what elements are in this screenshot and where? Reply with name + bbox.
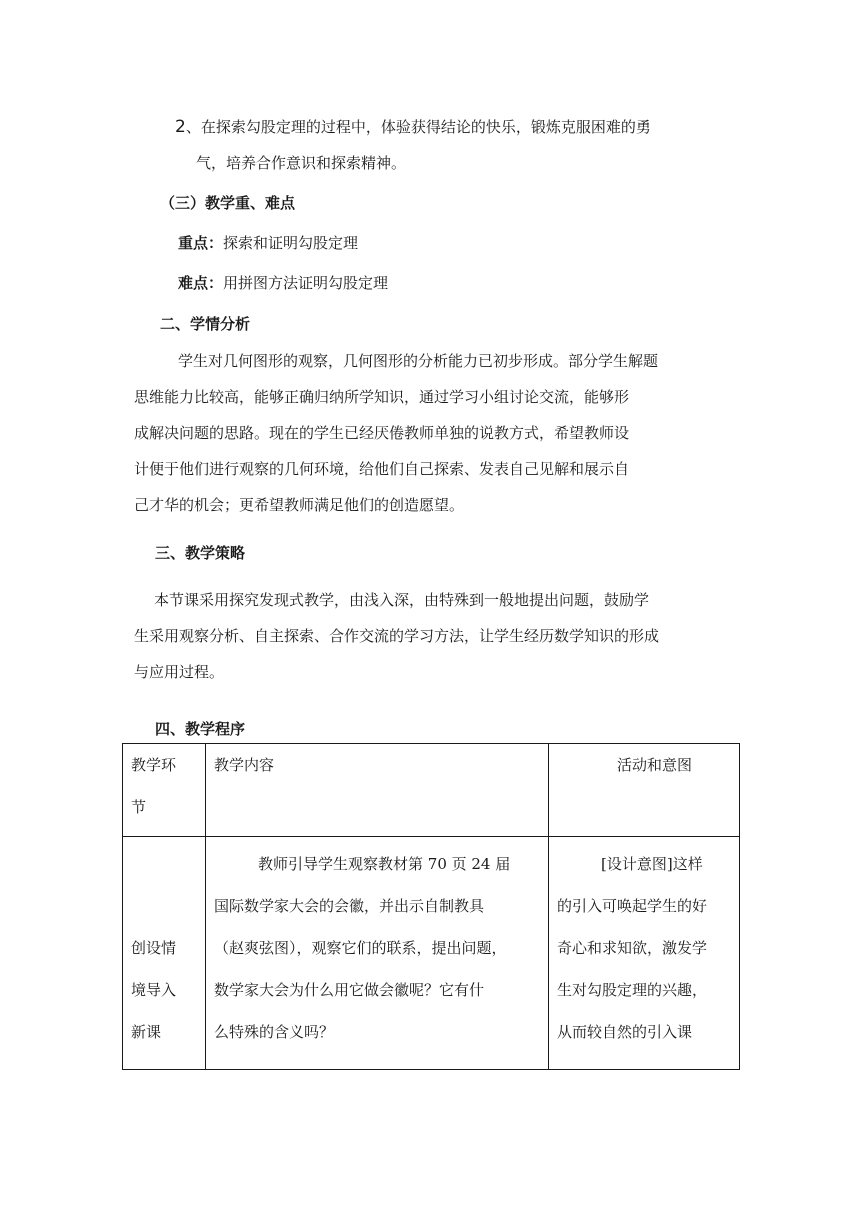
header-content-label: 教学内容 [214, 756, 275, 774]
learner-paragraph [134, 343, 740, 523]
activity-line: 奇心和求知欲，激发学 [557, 939, 708, 957]
focus-line [178, 232, 358, 254]
objective-text-1: 、在探索勾股定理的过程中，体验获得结论的快乐，锻炼克服困难的勇 [185, 118, 651, 136]
objective-number: 2 [175, 117, 186, 137]
activity-cell [549, 837, 740, 1070]
activity-line: 生对勾股定理的兴趣， [557, 981, 708, 999]
focus-text: 探索和证明勾股定理 [223, 234, 359, 252]
activity-line: [设计意图]这样 [601, 855, 703, 873]
learner-heading: 二、学情分析 [160, 315, 251, 333]
stage-line: 创设情 [131, 939, 177, 957]
objective-2-line-1 [175, 116, 651, 138]
activity-line: 从而较自然的引入课 [557, 1023, 693, 1041]
activity-line: 的引入可唤起学生的好 [557, 897, 708, 915]
strategy-paragraph [134, 582, 740, 690]
content-line: 么特殊的含义吗？ [214, 1023, 335, 1041]
header-stage-line: 教学环 [131, 756, 177, 774]
strategy-line: 生采用观察分析、自主探索、合作交流的学习方法，让学生经历数学知识的形成 [134, 627, 660, 645]
difficulty-label: 难点： [178, 274, 224, 292]
strategy-line: 本节课采用探究发现式教学，由浅入深，由特殊到一般地提出问题，鼓励学 [154, 591, 650, 609]
learner-line: 思维能力比较高，能够正确归纳所学知识，通过学习小组讨论交流，能够形 [134, 388, 630, 406]
learner-line: 成解决问题的思路。现在的学生已经厌倦教师单独的说教方式，希望教师设 [134, 424, 630, 442]
strategy-line: 与应用过程。 [134, 663, 225, 681]
procedure-heading: 四、教学程序 [155, 720, 246, 738]
content-cell [206, 837, 549, 1070]
stage-line: 新课 [131, 1023, 162, 1041]
header-content-cell [206, 744, 549, 837]
difficulty-text: 用拼图方法证明勾股定理 [223, 274, 389, 292]
header-activity-cell [549, 744, 740, 837]
stage-line: 境导入 [131, 981, 177, 999]
content-line: 数学家大会为什么用它做会徽呢？它有什 [214, 981, 485, 999]
objective-2-line-2: 气，培养合作意识和探索精神。 [196, 154, 407, 172]
content-line: （赵爽弦图），观察它们的联系，提出问题， [214, 939, 507, 957]
difficulty-line [178, 272, 388, 294]
learner-line: 计便于他们进行观察的几何环境，给他们自己探索、发表自己见解和展示自 [134, 460, 630, 478]
key-points-heading: （三）教学重、难点 [160, 194, 296, 212]
header-stage-line: 节 [131, 798, 147, 816]
table-row [123, 837, 740, 1070]
content-line: 教师引导学生观察教材第 70 页 24 届 [258, 855, 511, 873]
strategy-heading: 三、教学策略 [155, 544, 246, 562]
procedure-table [122, 743, 740, 1070]
header-stage-cell [123, 744, 206, 837]
table-header-row [123, 744, 740, 837]
content-line: 国际数学家大会的会徽，并出示自制教具 [214, 897, 485, 915]
header-activity-label: 活动和意图 [617, 756, 693, 774]
focus-label: 重点： [178, 234, 224, 252]
stage-cell [123, 837, 206, 1070]
learner-line: 学生对几何图形的观察，几何图形的分析能力已初步形成。部分学生解题 [178, 352, 659, 370]
learner-line: 己才华的机会；更希望教师满足他们的创造愿望。 [134, 496, 465, 514]
